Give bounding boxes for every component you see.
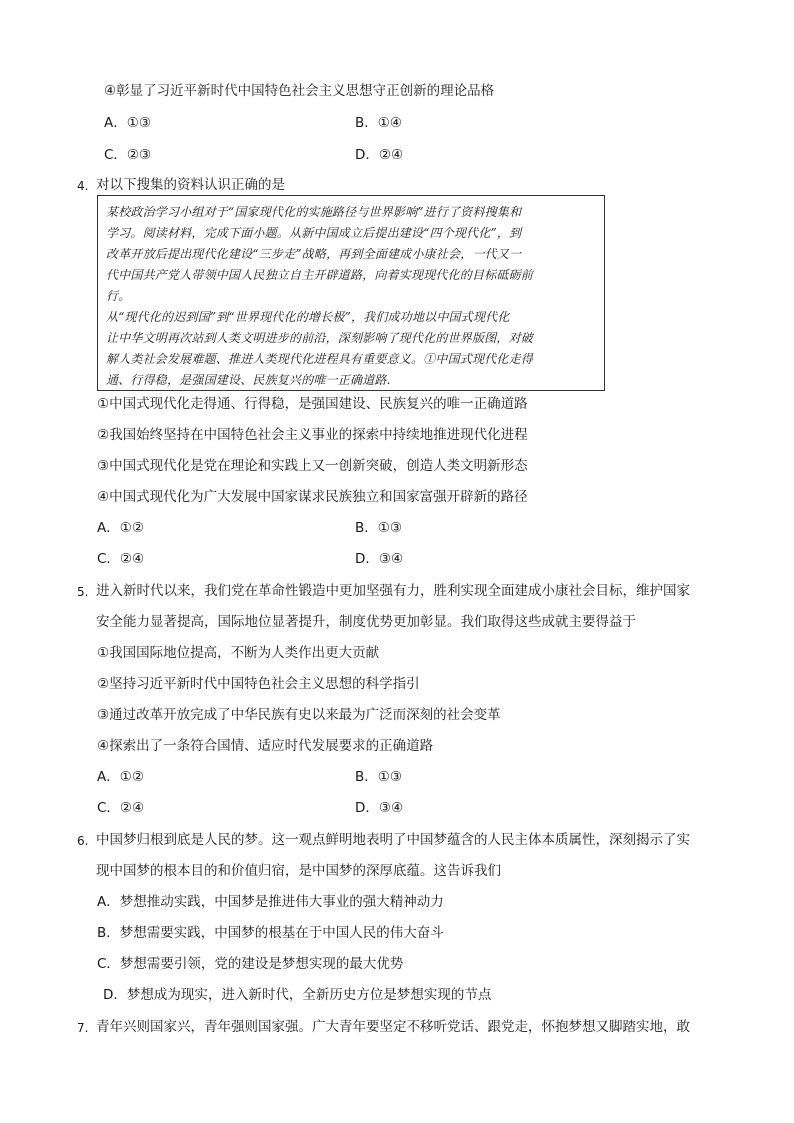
q3-option-a[interactable]: A．①③	[104, 115, 151, 131]
q4-item-2: ②我国始终坚持在中国特色社会主义事业的探索中持续地推进现代化进程	[97, 427, 528, 443]
q4-item-3: ③中国式现代化是党在理论和实践上又一创新突破，创造人类文明新形态	[97, 458, 528, 474]
q4-material-line: 让中华文明再次站到人类文明进步的前沿，深刻影响了现代化的世界版图，对破	[106, 331, 534, 345]
q5-item-3: ③通过改革开放完成了中华民族有史以来最为广泛而深刻的社会变革	[97, 707, 501, 723]
q3-item-4: ④彰显了习近平新时代中国特色社会主义思想守正创新的理论品格	[104, 83, 495, 99]
q4-option-a[interactable]: A．①②	[97, 520, 144, 536]
q5-stem-line-2: 安全能力显著提高，国际地位显著提升，制度优势更加彰显。我们取得这些成就主要得益于	[96, 614, 636, 630]
q5-option-c[interactable]: C．②④	[97, 800, 145, 816]
q6-stem-line-1: 中国梦归根到底是人民的梦。这一观点鲜明地表明了中国梦蕴含的人民主体本质属性，深刻揭示了实	[96, 832, 690, 848]
q3-option-c[interactable]: C．②③	[104, 147, 152, 163]
q4-item-1: ①中国式现代化走得通、行得稳，是强国建设、民族复兴的唯一正确道路	[97, 396, 528, 412]
q4-stem: 对以下搜集的资料认识正确的是	[96, 177, 285, 193]
q4-material-line: 行。	[106, 289, 131, 303]
q4-material-line: 通、行得稳，是强国建设、民族复兴的唯一正确道路.	[106, 373, 391, 387]
q7-number: 7.	[77, 1021, 89, 1035]
q6-option-d[interactable]: D．梦想成为现实，进入新时代，全新历史方位是梦想实现的节点	[103, 987, 492, 1003]
q7-stem-line-1: 青年兴则国家兴，青年强则国家强。广大青年要坚定不移听党话、跟党走，怀抱梦想又脚踏实地，敢	[96, 1019, 690, 1035]
q6-stem-line-2: 现中国梦的根本目的和价值归宿，是中国梦的深厚底蕴。这告诉我们	[96, 863, 501, 879]
q5-item-2: ②坚持习近平新时代中国特色社会主义思想的科学指引	[97, 676, 420, 692]
q6-option-b[interactable]: B．梦想需要实践，中国梦的根基在于中国人民的伟大奋斗	[97, 925, 444, 941]
q5-option-b[interactable]: B．①③	[355, 769, 402, 785]
q6-option-c[interactable]: C．梦想需要引领，党的建设是梦想实现的最大优势	[97, 956, 404, 972]
q5-item-1: ①我国国际地位提高，不断为人类作出更大贡献	[97, 645, 380, 661]
q6-number: 6.	[77, 834, 89, 848]
q4-material-line: 学习。阅读材料，完成下面小题。从新中国成立后提出建设“四个现代化”，到	[106, 226, 522, 240]
q6-option-a[interactable]: A．梦想推动实践，中国梦是推进伟大事业的强大精神动力	[97, 894, 444, 910]
q4-material-line: 某校政治学习小组对于“国家现代化的实施路径与世界影响”进行了资料搜集和	[106, 205, 522, 219]
q5-item-4: ④探索出了一条符合国情、适应时代发展要求的正确道路	[97, 738, 434, 754]
q4-material-line: 解人类社会发展难题、推进人类现代化进程具有重要意义。①中国式现代化走得	[106, 352, 534, 366]
q5-stem-line-1: 进入新时代以来，我们党在革命性锻造中更加坚强有力，胜利实现全面建成小康社会目标，维护国家	[96, 583, 690, 599]
q4-material-box	[97, 195, 605, 391]
q4-material-line: 改革开放后提出现代化建设“三步走”战略，再到全面建成小康社会，一代又一	[106, 247, 522, 261]
q5-number: 5.	[77, 585, 89, 599]
q4-number: 4.	[77, 179, 89, 193]
q4-material-line: 从“现代化的迟到国”到“世界现代化的增长极”，我们成功地以中国式现代化	[106, 310, 510, 324]
q4-option-d[interactable]: D．③④	[355, 551, 404, 567]
q3-option-b[interactable]: B．①④	[355, 115, 402, 131]
q5-option-a[interactable]: A．①②	[97, 769, 144, 785]
q4-option-b[interactable]: B．①③	[355, 520, 402, 536]
q5-option-d[interactable]: D．③④	[355, 800, 404, 816]
q4-option-c[interactable]: C．②④	[97, 551, 145, 567]
q4-item-4: ④中国式现代化为广大发展中国家谋求民族独立和国家富强开辟新的路径	[97, 489, 528, 505]
q3-option-d[interactable]: D．②④	[355, 147, 404, 163]
q4-material-line: 代中国共产党人带领中国人民独立自主开辟道路，向着实现现代化的目标砥砺前	[106, 268, 534, 282]
